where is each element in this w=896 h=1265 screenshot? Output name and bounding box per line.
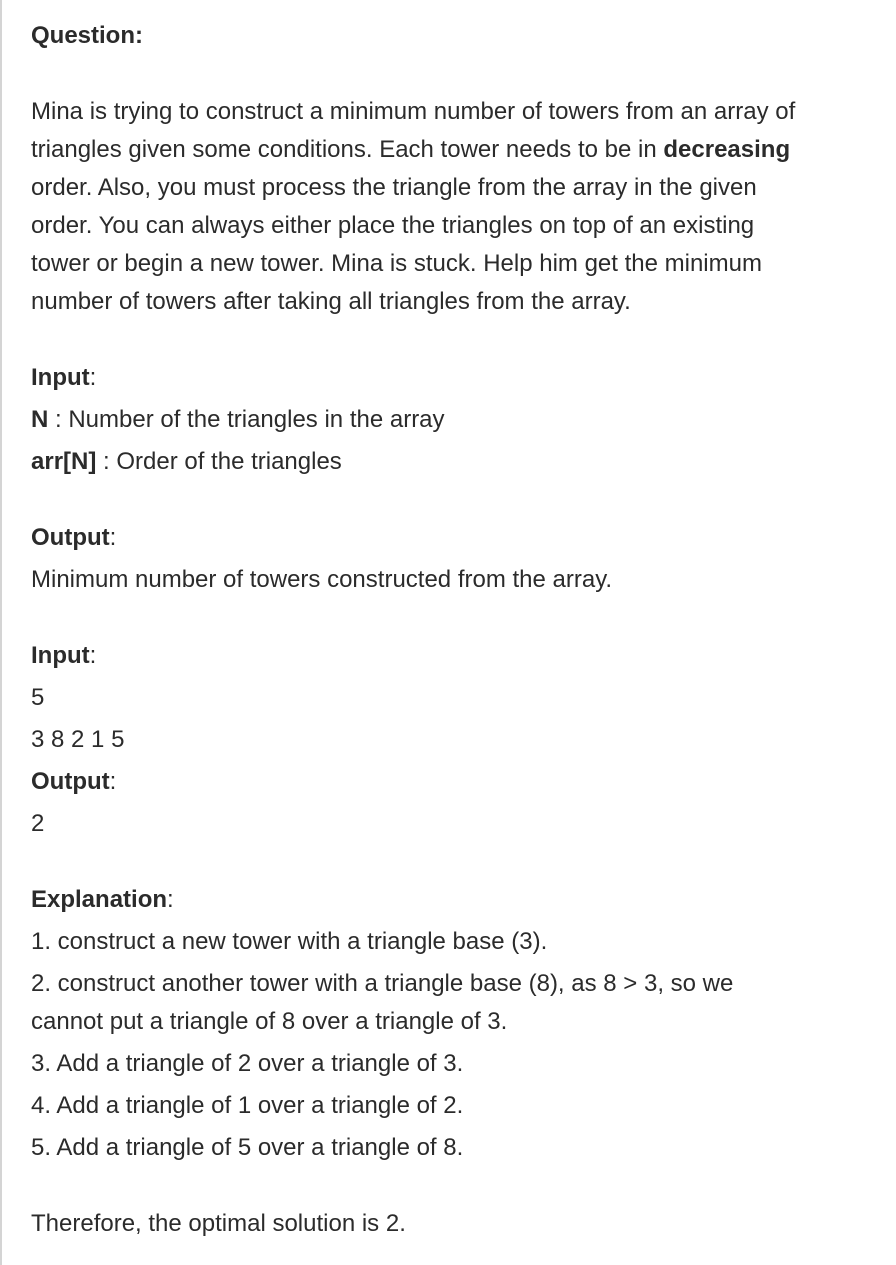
example-input-heading: Input: bbox=[31, 642, 97, 669]
example-input-array: 3 8 2 1 5 bbox=[31, 726, 125, 753]
explanation-step-5: 5. Add a triangle of 5 over a triangle of 8. bbox=[31, 1134, 464, 1161]
explanation-step-4: 4. Add a triangle of 1 over a triangle of 2. bbox=[31, 1092, 464, 1119]
input-heading: Input: bbox=[31, 364, 97, 391]
question-line-2: triangles given some conditions. Each tower needs to be in decreasing bbox=[31, 136, 791, 163]
example-input-n: 5 bbox=[31, 684, 45, 711]
question-heading: Question: bbox=[31, 22, 143, 49]
decreasing-emphasis: decreasing bbox=[663, 136, 791, 163]
question-paragraph bbox=[31, 93, 881, 321]
input-arr-description: arr[N] : Order of the triangles bbox=[31, 448, 342, 475]
question-line-1: Mina is trying to construct a minimum number of towers from an array of bbox=[31, 98, 796, 125]
explanation-step-2-continued: cannot put a triangle of 8 over a triangle of 3. bbox=[31, 1008, 508, 1035]
input-n-description: N : Number of the triangles in the array bbox=[31, 406, 445, 433]
output-description: Minimum number of towers constructed from the array. bbox=[31, 566, 613, 593]
question-line-6: number of towers after taking all triangles from the array. bbox=[31, 288, 631, 315]
question-line-3: order. Also, you must process the triangle from the array in the given bbox=[31, 174, 757, 201]
output-heading: Output: bbox=[31, 524, 117, 551]
left-border bbox=[0, 0, 2, 1265]
explanation-step-2: 2. construct another tower with a triangle base (8), as 8 > 3, so we bbox=[31, 970, 734, 997]
explanation-step-1: 1. construct a new tower with a triangle base (3). bbox=[31, 928, 548, 955]
explanation-step-3: 3. Add a triangle of 2 over a triangle of 3. bbox=[31, 1050, 464, 1077]
example-output-heading: Output: bbox=[31, 768, 117, 795]
conclusion: Therefore, the optimal solution is 2. bbox=[31, 1210, 406, 1237]
explanation-heading: Explanation: bbox=[31, 886, 174, 913]
example-output-value: 2 bbox=[31, 810, 45, 837]
question-line-5: tower or begin a new tower. Mina is stuck. Help him get the minimum bbox=[31, 250, 762, 277]
question-line-4: order. You can always either place the triangles on top of an existing bbox=[31, 212, 755, 239]
